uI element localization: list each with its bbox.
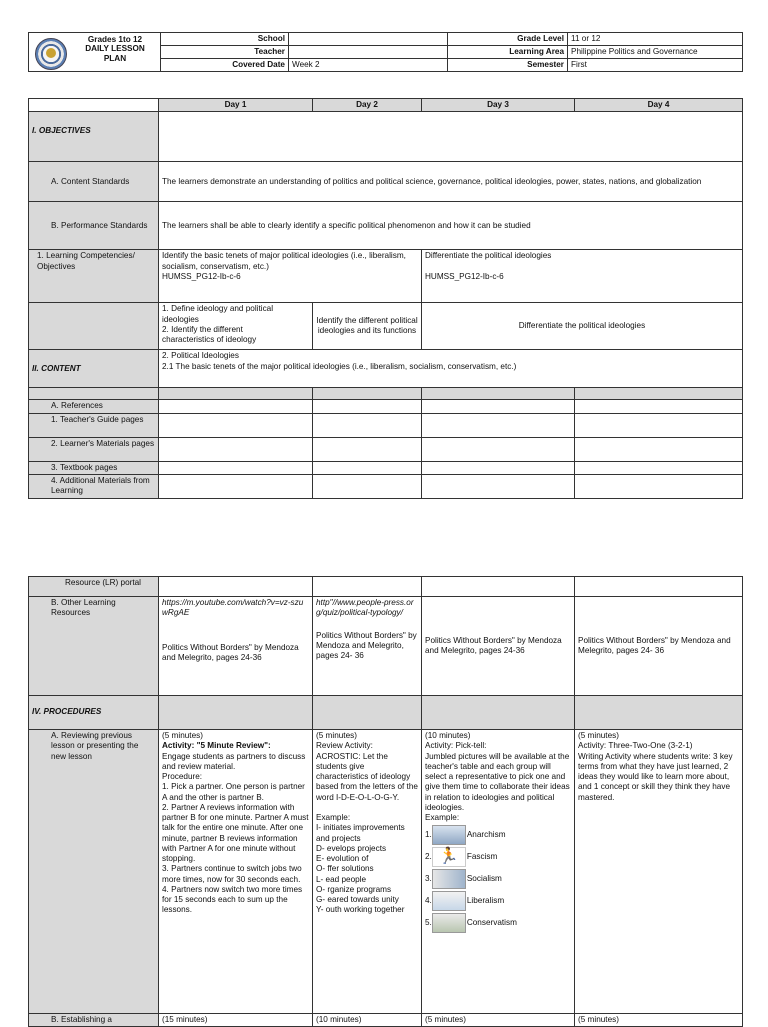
procedure-b-day1: (15 minutes) xyxy=(159,1014,313,1027)
day4-header: Day 4 xyxy=(575,99,743,112)
covered-date-label: Covered Date xyxy=(161,59,289,72)
day1-header: Day 1 xyxy=(159,99,313,112)
objectives-day2: Identify the different political ideologies and its functions xyxy=(313,303,422,350)
establishing-label: B. Establishing a xyxy=(29,1014,159,1027)
day1-activity: Activity: "5 Minute Review": xyxy=(162,741,271,751)
covered-date-value[interactable]: Week 2 xyxy=(289,59,448,72)
content-text: 2. Political Ideologies 2.1 The basic tenets of the major political ideologies (i.e., liberalism, socialism, conservatism, etc.) xyxy=(159,350,743,388)
content-heading: II. CONTENT xyxy=(29,350,159,388)
example-conservatism xyxy=(425,913,571,933)
example-anarchism xyxy=(425,825,571,845)
lesson-plan-table-page2 xyxy=(28,576,743,1027)
additional-day3 xyxy=(422,474,575,498)
plan-title: Grades 1to 12 DAILY LESSON PLAN xyxy=(85,35,145,63)
competencies-day34: Differentiate the political ideologies HUMSS_PG12-Ib-c-6 xyxy=(422,250,743,303)
learners-materials-label: 2. Learner's Materials pages xyxy=(29,437,159,461)
header-table xyxy=(28,32,743,72)
learning-area-value[interactable]: Philippine Politics and Governance xyxy=(568,46,743,59)
grade-level-label: Grade Level xyxy=(448,33,568,46)
procedure-a-day1 xyxy=(159,730,313,1014)
day1-time: (5 minutes) xyxy=(162,731,203,740)
header-logo-cell xyxy=(29,33,161,72)
lesson-plan-table-page1 xyxy=(28,98,743,499)
other-day1-text: Politics Without Borders" by Mendoza and Melegrito, pages 24-36 xyxy=(162,642,299,662)
other-day2-text: Politics Without Borders" by Mendoza and Melegrito, pages 24- 36 xyxy=(316,630,417,660)
example-fascism xyxy=(425,847,571,867)
procedures-gray-cell xyxy=(575,696,743,730)
objectives-heading: I. OBJECTIVES xyxy=(29,112,159,162)
references-day1 xyxy=(159,400,313,413)
teachers-guide-day3 xyxy=(422,413,575,437)
example-label: Socialism xyxy=(466,874,502,884)
learners-materials-day2 xyxy=(313,437,422,461)
day2-header: Day 2 xyxy=(313,99,422,112)
resources-gray-cell xyxy=(422,388,575,400)
references-day2 xyxy=(313,400,422,413)
day1-text: Engage students as partners to discuss and review material. Procedure: 1. Pick a partner. One person is partner A and the other is partner B. 2. Partner A reviews information with partner B for one minute. Partner A must talk for the entire one minute. After one minute, partner B reviews information with Partner A for one minute without stopping. 3. Partners continue to switch jobs two more times, now for 30 seconds each. 4. Partners now switch two more times for 15 seconds each to sum up the lessons. xyxy=(162,751,309,915)
learning-area-label: Learning Area xyxy=(448,46,568,59)
learners-materials-day3 xyxy=(422,437,575,461)
semester-label: Semester xyxy=(448,59,568,72)
procedures-gray-cell xyxy=(422,696,575,730)
additional-day1 xyxy=(159,474,313,498)
performance-standards-text: The learners shall be able to clearly identify a specific political phenomenon and how it can be studied xyxy=(159,202,743,250)
resources-heading-blank xyxy=(29,388,159,400)
lr-portal-label: Resource (LR) portal xyxy=(29,577,159,597)
other-day1-link[interactable]: https://m.youtube.com/watch?v=vz-szuwRgAE xyxy=(162,598,304,618)
references-day4 xyxy=(575,400,743,413)
grade-level-value[interactable]: 11 or 12 xyxy=(568,33,743,46)
anarchism-image-icon xyxy=(432,825,466,845)
example-socialism xyxy=(425,869,571,889)
competencies-day12: Identify the basic tenets of major political ideologies (i.e., liberalism, socialism, conservatism, etc.) HUMSS_PG12-Ib-c-6 xyxy=(159,250,422,303)
resources-gray-cell xyxy=(159,388,313,400)
example-liberalism xyxy=(425,891,571,911)
performance-standards-label: B. Performance Standards xyxy=(29,202,159,250)
blank-header-cell xyxy=(29,99,159,112)
procedure-a-day4: (5 minutes) Activity: Three-Two-One (3-2-1) Writing Activity where students write: 3 key terms from what they have just learned, 2 ideas they would like to learn more about, and 1 concept or skill they think they have mastered. xyxy=(575,730,743,1014)
objectives-day1: 1. Define ideology and political ideologies 2. Identify the different characteristics of ideology xyxy=(159,303,313,350)
competencies-label: 1. Learning Competencies/ Objectives xyxy=(29,250,159,303)
day3-text: (10 minutes) Activity: Pick-tell: Jumbled pictures will be available at the teacher's table and each group will select a representative to pick one and give them time to collaborate their ideas in relation to ideologies and political ideologies. Example: xyxy=(425,731,570,822)
procedure-b-day4: (5 minutes) xyxy=(575,1014,743,1027)
lr-portal-day2 xyxy=(313,577,422,597)
deped-seal-icon xyxy=(35,38,67,70)
teachers-guide-day1 xyxy=(159,413,313,437)
procedures-gray-cell xyxy=(313,696,422,730)
example-label: Liberalism xyxy=(466,896,505,906)
learners-materials-day4 xyxy=(575,437,743,461)
additional-day2 xyxy=(313,474,422,498)
example-number: 2. xyxy=(425,852,432,862)
school-label: School xyxy=(161,33,289,46)
references-label: A. References xyxy=(29,400,159,413)
additional-materials-label: 4. Additional Materials from Learning xyxy=(29,474,159,498)
day3-header: Day 3 xyxy=(422,99,575,112)
lr-portal-day4 xyxy=(575,577,743,597)
example-label: Fascism xyxy=(466,852,498,862)
other-day2-link[interactable]: http"//www.people-press.org/quiz/political-typology/ xyxy=(316,598,414,618)
socialism-image-icon xyxy=(432,869,466,889)
procedures-gray-cell xyxy=(159,696,313,730)
objectives-blank xyxy=(159,112,743,162)
teachers-guide-label: 1. Teacher's Guide pages xyxy=(29,413,159,437)
learners-materials-day1 xyxy=(159,437,313,461)
procedure-a-day3 xyxy=(422,730,575,1014)
resources-gray-cell xyxy=(575,388,743,400)
example-number: 4. xyxy=(425,896,432,906)
textbook-day4 xyxy=(575,461,743,474)
lr-portal-day3 xyxy=(422,577,575,597)
semester-value[interactable]: First xyxy=(568,59,743,72)
textbook-day2 xyxy=(313,461,422,474)
textbook-day3 xyxy=(422,461,575,474)
liberalism-image-icon xyxy=(432,891,466,911)
example-label: Conservatism xyxy=(466,918,517,928)
additional-day4 xyxy=(575,474,743,498)
procedure-b-day2: (10 minutes) xyxy=(313,1014,422,1027)
teacher-label: Teacher xyxy=(161,46,289,59)
lr-portal-day1 xyxy=(159,577,313,597)
content-standards-text: The learners demonstrate an understanding of politics and political science, governance, political ideologies, power, states, nations, and globalization xyxy=(159,162,743,202)
example-label: Anarchism xyxy=(466,830,506,840)
references-day3 xyxy=(422,400,575,413)
other-resources-day1 xyxy=(159,597,313,696)
procedures-heading: IV. PROCEDURES xyxy=(29,696,159,730)
other-day4-text: Politics Without Borders" by Mendoza and Melegrito, pages 24- 36 xyxy=(575,597,743,696)
teachers-guide-day2 xyxy=(313,413,422,437)
objectives-day34: Differentiate the political ideologies xyxy=(422,303,743,350)
example-number: 5. xyxy=(425,918,432,928)
other-day3-text: Politics Without Borders" by Mendoza and Melegrito, pages 24-36 xyxy=(422,597,575,696)
procedure-a-day2: (5 minutes) Review Activity: ACROSTIC: Let the students give characteristics of ideology based from the letters of the word I-D-E-O-L-O-G-Y. Example: I- initiates improvements and projects D- evelops projects E- evolution of O- ffer solutions L- ead people O- rganize programs G- eared towards unity Y- outh working together xyxy=(313,730,422,1014)
textbook-day1 xyxy=(159,461,313,474)
example-number: 1. xyxy=(425,830,432,840)
teacher-value[interactable] xyxy=(289,46,448,59)
objectives-sub-label xyxy=(29,303,159,350)
resources-gray-cell xyxy=(313,388,422,400)
other-resources-day2 xyxy=(313,597,422,696)
content-standards-label: A. Content Standards xyxy=(29,162,159,202)
school-value[interactable] xyxy=(289,33,448,46)
conservatism-image-icon xyxy=(432,913,466,933)
textbook-label: 3. Textbook pages xyxy=(29,461,159,474)
reviewing-lesson-label: A. Reviewing previous lesson or presenting the new lesson xyxy=(29,730,159,1014)
fascism-image-icon: 🏃 xyxy=(432,847,466,867)
example-number: 3. xyxy=(425,874,432,884)
teachers-guide-day4 xyxy=(575,413,743,437)
procedure-b-day3: (5 minutes) xyxy=(422,1014,575,1027)
other-resources-label: B. Other Learning Resources xyxy=(29,597,159,696)
